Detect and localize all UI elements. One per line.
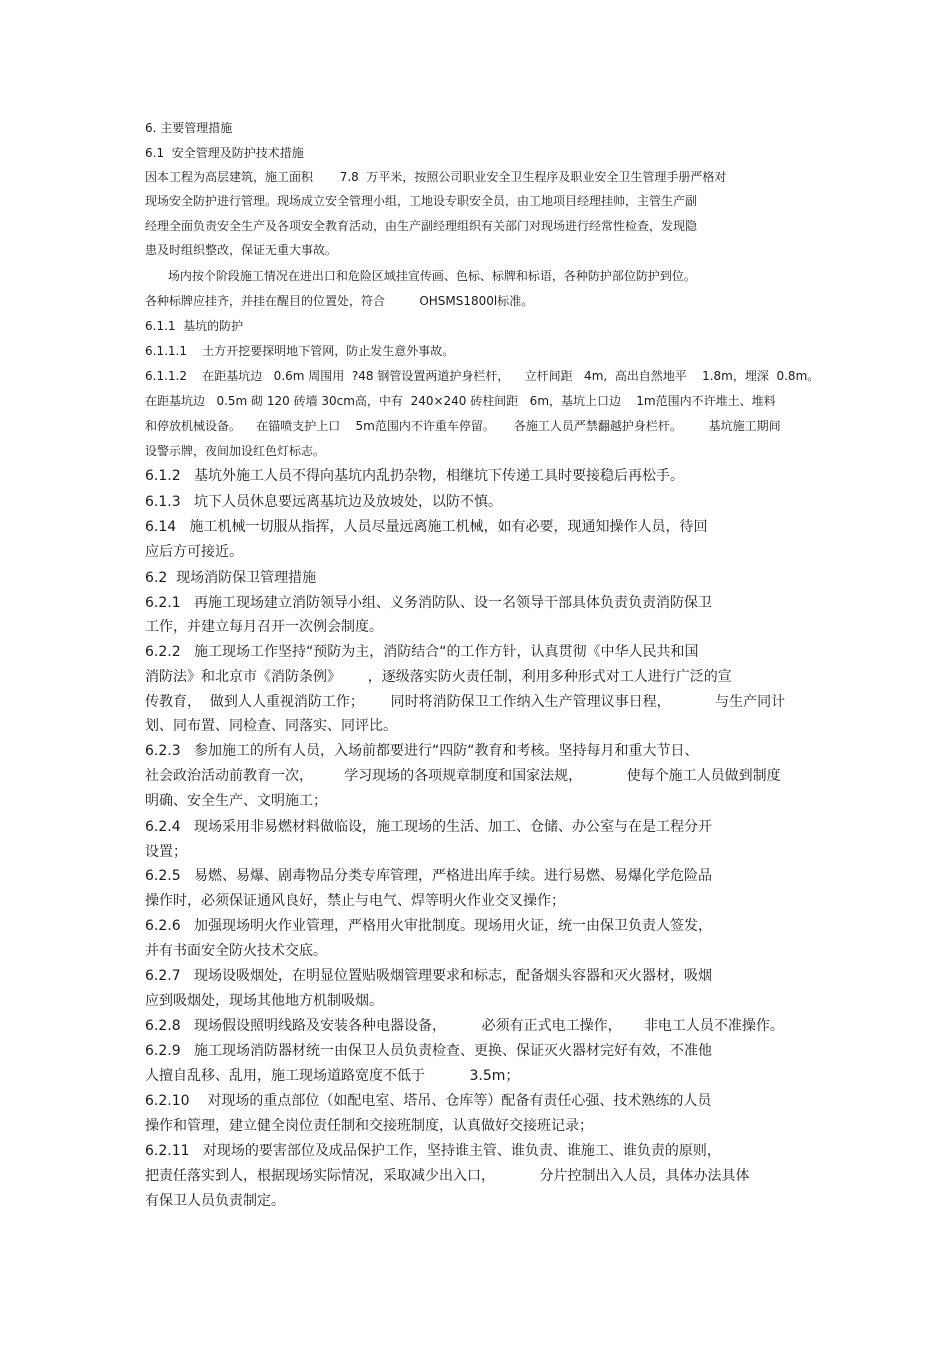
paragraph-line: 明确、安全生产、文明施工； xyxy=(145,793,327,809)
heading-6-2: 6.2 现场消防保卫管理措施 xyxy=(145,570,317,586)
paragraph-line: 设置； xyxy=(145,844,187,860)
paragraph-line: 6.2.2 施工现场工作坚持“预防为主，消防结合“的工作方针，认真贯彻《中华人民共和国 xyxy=(145,644,699,660)
paragraph-line: 各种标牌应挂齐，并挂在醒目的位置处，符合 OHSMS1800l标准。 xyxy=(145,294,534,308)
heading-6-1: 6.1 安全管理及防护技术措施 xyxy=(145,146,304,160)
paragraph-line: 有保卫人员负责制定。 xyxy=(145,1193,285,1209)
paragraph-line: 6.1.2 基坑外施工人员不得向基坑内乱扔杂物，相继坑下传递工具时要接稳后再松手。 xyxy=(145,468,684,484)
paragraph-line: 6.2.5 易燃、易爆、剧毒物品分类专库管理，严格进出库手续。进行易燃、易爆化学危险品 xyxy=(145,868,712,884)
paragraph-line: 6.2.9 施工现场消防器材统一由保卫人员负责检查、更换、保证灭火器材完好有效，不准他 xyxy=(145,1043,712,1059)
paragraph-line: 划、同布置、同检查、同落实、同评比。 xyxy=(145,718,397,734)
paragraph-line: 设警示牌，夜间加设红色灯标志。 xyxy=(145,444,326,458)
heading-6: 6. 主要管理措施 xyxy=(145,121,233,135)
paragraph-line: 6.1.3 坑下人员休息要远离基坑边及放坡处，以防不慎。 xyxy=(145,494,502,510)
paragraph-line: 经理全面负责安全生产及各项安全教育活动，由生产副经理组织有关部门对现场进行经常性检查，发现隐 xyxy=(145,219,698,233)
paragraph-line: 在距基坑边 0.5m 砌 120 砖墙 30cm高，中有 240×240 砖柱间距 6m，基坑上口边 1m范围内不许堆土、堆料 xyxy=(145,394,776,408)
paragraph-line: 操作和管理，建立健全岗位责任制和交接班制度，认真做好交接班记录； xyxy=(145,1118,593,1134)
paragraph-line: 场内按个阶段施工情况在进出口和危险区域挂宣传画、色标、标牌和标语，各种防护部位防护到位。 xyxy=(145,269,696,283)
paragraph-line: 6.2.7 现场设吸烟处，在明显位置贴吸烟管理要求和标志，配备烟头容器和灭火器材，吸烟 xyxy=(145,968,712,984)
paragraph-line: 患及时组织整改，保证无重大事故。 xyxy=(145,243,338,257)
paragraph-line: 操作时，必须保证通风良好，禁止与电气、焊等明火作业交叉操作； xyxy=(145,893,565,909)
paragraph-line: 6.2.11 对现场的要害部位及成品保护工作，坚持谁主管、谁负责、谁施工、谁负责的原则， xyxy=(145,1143,721,1159)
paragraph-line: 6.14 施工机械一切服从指挥，人员尽量远离施工机械，如有必要，现通知操作人员，待回 xyxy=(145,519,708,535)
paragraph-line: 工作，并建立每月召开一次例会制度。 xyxy=(145,619,383,635)
paragraph-line: 人擅自乱移、乱用，施工现场道路宽度不低于 3.5m； xyxy=(145,1068,520,1084)
paragraph-line: 6.2.1 再施工现场建立消防领导小组、义务消防队、设一名领导干部具体负责负责消防保卫 xyxy=(145,595,712,611)
paragraph-line: 6.2.3 参加施工的所有人员，入场前都要进行“四防“教育和考核。坚持每月和重大节日、 xyxy=(145,743,699,759)
paragraph-line: 6.2.4 现场采用非易燃材料做临设，施工现场的生活、加工、仓储、办公室与在是工程分开 xyxy=(145,819,712,835)
paragraph-line: 6.2.8 现场假设照明线路及安装各种电器设备， 必须有正式电工操作， 非电工人员不准操作。 xyxy=(145,1018,784,1034)
paragraph-line: 社会政治活动前教育一次， 学习现场的各项规章制度和国家法规， 使每个施工人员做到制度 xyxy=(145,768,781,784)
paragraph-line: 6.1.1.1 土方开挖要探明地下管网，防止发生意外事故。 xyxy=(145,344,455,358)
paragraph-line: 应后方可接近。 xyxy=(145,544,243,560)
paragraph-line: 消防法》和北京市《消防条例》 ，逐级落实防火责任制，利用多种形式对工人进行广泛的宣 xyxy=(145,669,732,685)
paragraph-line: 把责任落实到人，根据现场实际情况，采取减少出入口， 分片控制出入人员，具体办法具体 xyxy=(145,1168,750,1184)
paragraph-line: 6.1.1.2 在距基坑边 0.6m 周围用 ?48 钢管设置两道护身栏杆， 立杆间距 4m, 高出自然地平 1.8m，埋深 0.8m。 xyxy=(145,369,820,383)
heading-6-1-1: 6.1.1 基坑的防护 xyxy=(145,319,244,333)
paragraph-line: 6.2.6 加强现场明火作业管理，严格用火审批制度。现场用火证，统一由保卫负责人签发， xyxy=(145,918,712,934)
paragraph-line: 传教育， 做到人人重视消防工作； 同时将消防保卫工作纳入生产管理议事日程， 与生产同计 xyxy=(145,694,786,710)
paragraph-line: 并有书面安全防火技术交底。 xyxy=(145,943,327,959)
paragraph-line: 和停放机械设备。 在锚喷支护上口 5m范围内不许重车停留。 各施工人员严禁翻越护身栏杆。 基坑施工期间 xyxy=(145,419,781,433)
paragraph-line: 6.2.10 对现场的重点部位（如配电室、塔吊、仓库等）配备有责任心强、技术熟练的人员 xyxy=(145,1093,712,1109)
paragraph-line: 应到吸烟处，现场其他地方机制吸烟。 xyxy=(145,993,383,1009)
paragraph-line: 现场安全防护进行管理。现场成立安全管理小组，工地设专职安全员，由工地项目经理挂帅，主管生产副 xyxy=(145,194,698,208)
paragraph-line: 因本工程为高层建筑，施工面积 7.8 万平米，按照公司职业安全卫生程序及职业安全卫生管理手册严格对 xyxy=(145,170,727,184)
